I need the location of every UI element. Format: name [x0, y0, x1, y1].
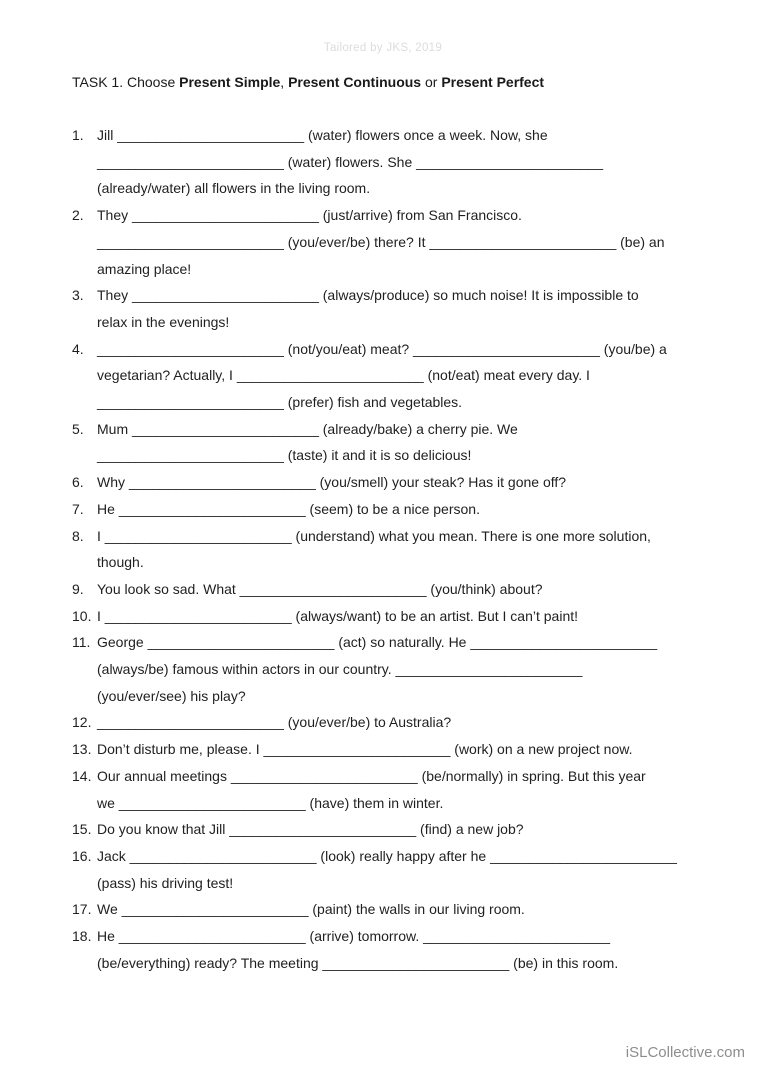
item-text: They ________________________ (always/produce) so much noise! It is impossible to	[97, 287, 639, 304]
item-text: relax in the evenings!	[97, 313, 230, 330]
item-number	[72, 683, 97, 710]
item-text: They ________________________ (just/arrive) from San Francisco.	[97, 207, 522, 224]
item-number: 6.	[72, 474, 84, 491]
item-number	[72, 175, 97, 202]
task-item-line	[72, 656, 736, 683]
item-text: ________________________ (taste) it and it is so delicious!	[97, 447, 472, 464]
item-text: I ________________________ (understand) what you mean. There is one more solution,	[97, 527, 651, 544]
item-text: You look so sad. What ________________________ (you/think) about?	[97, 580, 543, 597]
item-number: 4.	[72, 340, 84, 357]
item-number	[72, 442, 97, 469]
watermark-text: Tailored by JKS, 2019	[323, 42, 443, 54]
item-number: 17.	[72, 901, 92, 918]
item-number	[72, 229, 97, 256]
task-item-line	[72, 229, 736, 256]
item-number: 8.	[72, 527, 84, 544]
task-item-line	[72, 336, 736, 363]
item-number	[72, 389, 97, 416]
item-number: 11.	[72, 634, 91, 651]
item-text: (pass) his driving test!	[97, 874, 234, 891]
item-text: Don’t disturb me, please. I ________________________ (work) on a new project now.	[97, 741, 633, 758]
task-item-line	[72, 870, 736, 897]
task-item-line	[72, 790, 736, 817]
item-text: ________________________ (not/you/eat) meat? ________________________ (you/be) a	[97, 340, 667, 357]
task-item-line	[72, 282, 736, 309]
task-item-line	[72, 256, 736, 283]
title-tense-present-simple: Present Simple	[179, 74, 281, 90]
task-item-line	[72, 736, 736, 763]
title-separator-comma: ,	[280, 74, 289, 90]
task-list	[72, 122, 736, 977]
item-number: 15.	[72, 821, 92, 838]
item-number: 10.	[72, 607, 92, 624]
item-text: Jack ________________________ (look) really happy after he ________________________	[97, 847, 677, 864]
task-item-line	[72, 923, 736, 950]
title-tense-present-perfect: Present Perfect	[441, 74, 545, 90]
item-number	[72, 790, 97, 817]
task-item-line	[72, 175, 736, 202]
item-text: (always/be) famous within actors in our country. ________________________	[97, 661, 583, 678]
item-number: 16.	[72, 847, 92, 864]
footer-brand: iSLCollective.com	[625, 1044, 745, 1061]
task-item-line	[72, 309, 736, 336]
item-text: vegetarian? Actually, I ________________________ (not/eat) meat every day. I	[97, 367, 590, 384]
item-number	[72, 362, 97, 389]
item-number	[72, 549, 97, 576]
task-item-line	[72, 496, 736, 523]
item-number	[72, 870, 97, 897]
item-text: we ________________________ (have) them in winter.	[97, 794, 444, 811]
task-item-line	[72, 122, 736, 149]
item-number	[72, 149, 97, 176]
item-number: 2.	[72, 207, 84, 224]
item-text: He ________________________ (seem) to be a nice person.	[97, 500, 480, 517]
task-item-line	[72, 763, 736, 790]
task-title	[72, 74, 544, 90]
item-text: ________________________ (water) flowers. She ________________________	[97, 153, 603, 170]
item-text: (already/water) all flowers in the living room.	[97, 180, 371, 197]
task-item-line	[72, 416, 736, 443]
item-text: George ________________________ (act) so naturally. He ________________________	[97, 634, 658, 651]
item-text: Why ________________________ (you/smell) your steak? Has it gone off?	[97, 474, 567, 491]
task-item-line	[72, 469, 736, 496]
item-text: ________________________ (you/ever/be) to Australia?	[97, 714, 452, 731]
task-item-line	[72, 896, 736, 923]
title-prefix: TASK 1. Choose	[72, 74, 180, 90]
item-text: ________________________ (prefer) fish and vegetables.	[97, 394, 463, 411]
item-number: 12.	[72, 714, 92, 731]
item-text: Our annual meetings ________________________ (be/normally) in spring. But this year	[97, 767, 646, 784]
task-item-line	[72, 442, 736, 469]
item-number: 5.	[72, 420, 84, 437]
item-text: Jill ________________________ (water) flowers once a week. Now, she	[97, 127, 548, 143]
task-item-line	[72, 683, 736, 710]
task-item-line	[72, 950, 736, 977]
task-item-line	[72, 843, 736, 870]
task-item-line	[72, 389, 736, 416]
title-separator-or: or	[421, 74, 442, 90]
task-item-line	[72, 149, 736, 176]
item-text: (be/everything) ready? The meeting ________________________ (be) in this room.	[97, 954, 619, 971]
item-number: 13.	[72, 741, 92, 758]
item-text: I ________________________ (always/want) to be an artist. But I can’t paint!	[97, 607, 579, 624]
item-number	[72, 309, 97, 336]
item-number: 18.	[72, 928, 92, 945]
item-text: We ________________________ (paint) the walls in our living room.	[97, 901, 525, 918]
item-number: 3.	[72, 287, 84, 304]
task-item-line	[72, 523, 736, 550]
task-item-line	[72, 202, 736, 229]
task-item-line	[72, 362, 736, 389]
task-item-line	[72, 629, 736, 656]
item-number: 1.	[72, 127, 84, 143]
title-tense-present-continuous: Present Continuous	[288, 74, 422, 90]
item-text: ________________________ (you/ever/be) there? It ________________________ (be) an	[97, 233, 665, 250]
item-number: 9.	[72, 580, 84, 597]
item-text: Mum ________________________ (already/bake) a cherry pie. We	[97, 420, 518, 437]
item-text: Do you know that Jill ________________________ (find) a new job?	[97, 821, 524, 838]
task-item-line	[72, 603, 736, 630]
item-number: 14.	[72, 767, 92, 784]
item-text: amazing place!	[97, 260, 192, 277]
task-item-line	[72, 576, 736, 603]
item-text: though.	[97, 554, 144, 571]
item-number	[72, 656, 97, 683]
task-item-line	[72, 816, 736, 843]
task-item-line	[72, 549, 736, 576]
item-number: 7.	[72, 500, 84, 517]
item-text: He ________________________ (arrive) tomorrow. ________________________	[97, 928, 610, 945]
item-number	[72, 950, 97, 977]
item-text: (you/ever/see) his play?	[97, 687, 246, 704]
item-number	[72, 256, 97, 283]
task-item-line	[72, 709, 736, 736]
